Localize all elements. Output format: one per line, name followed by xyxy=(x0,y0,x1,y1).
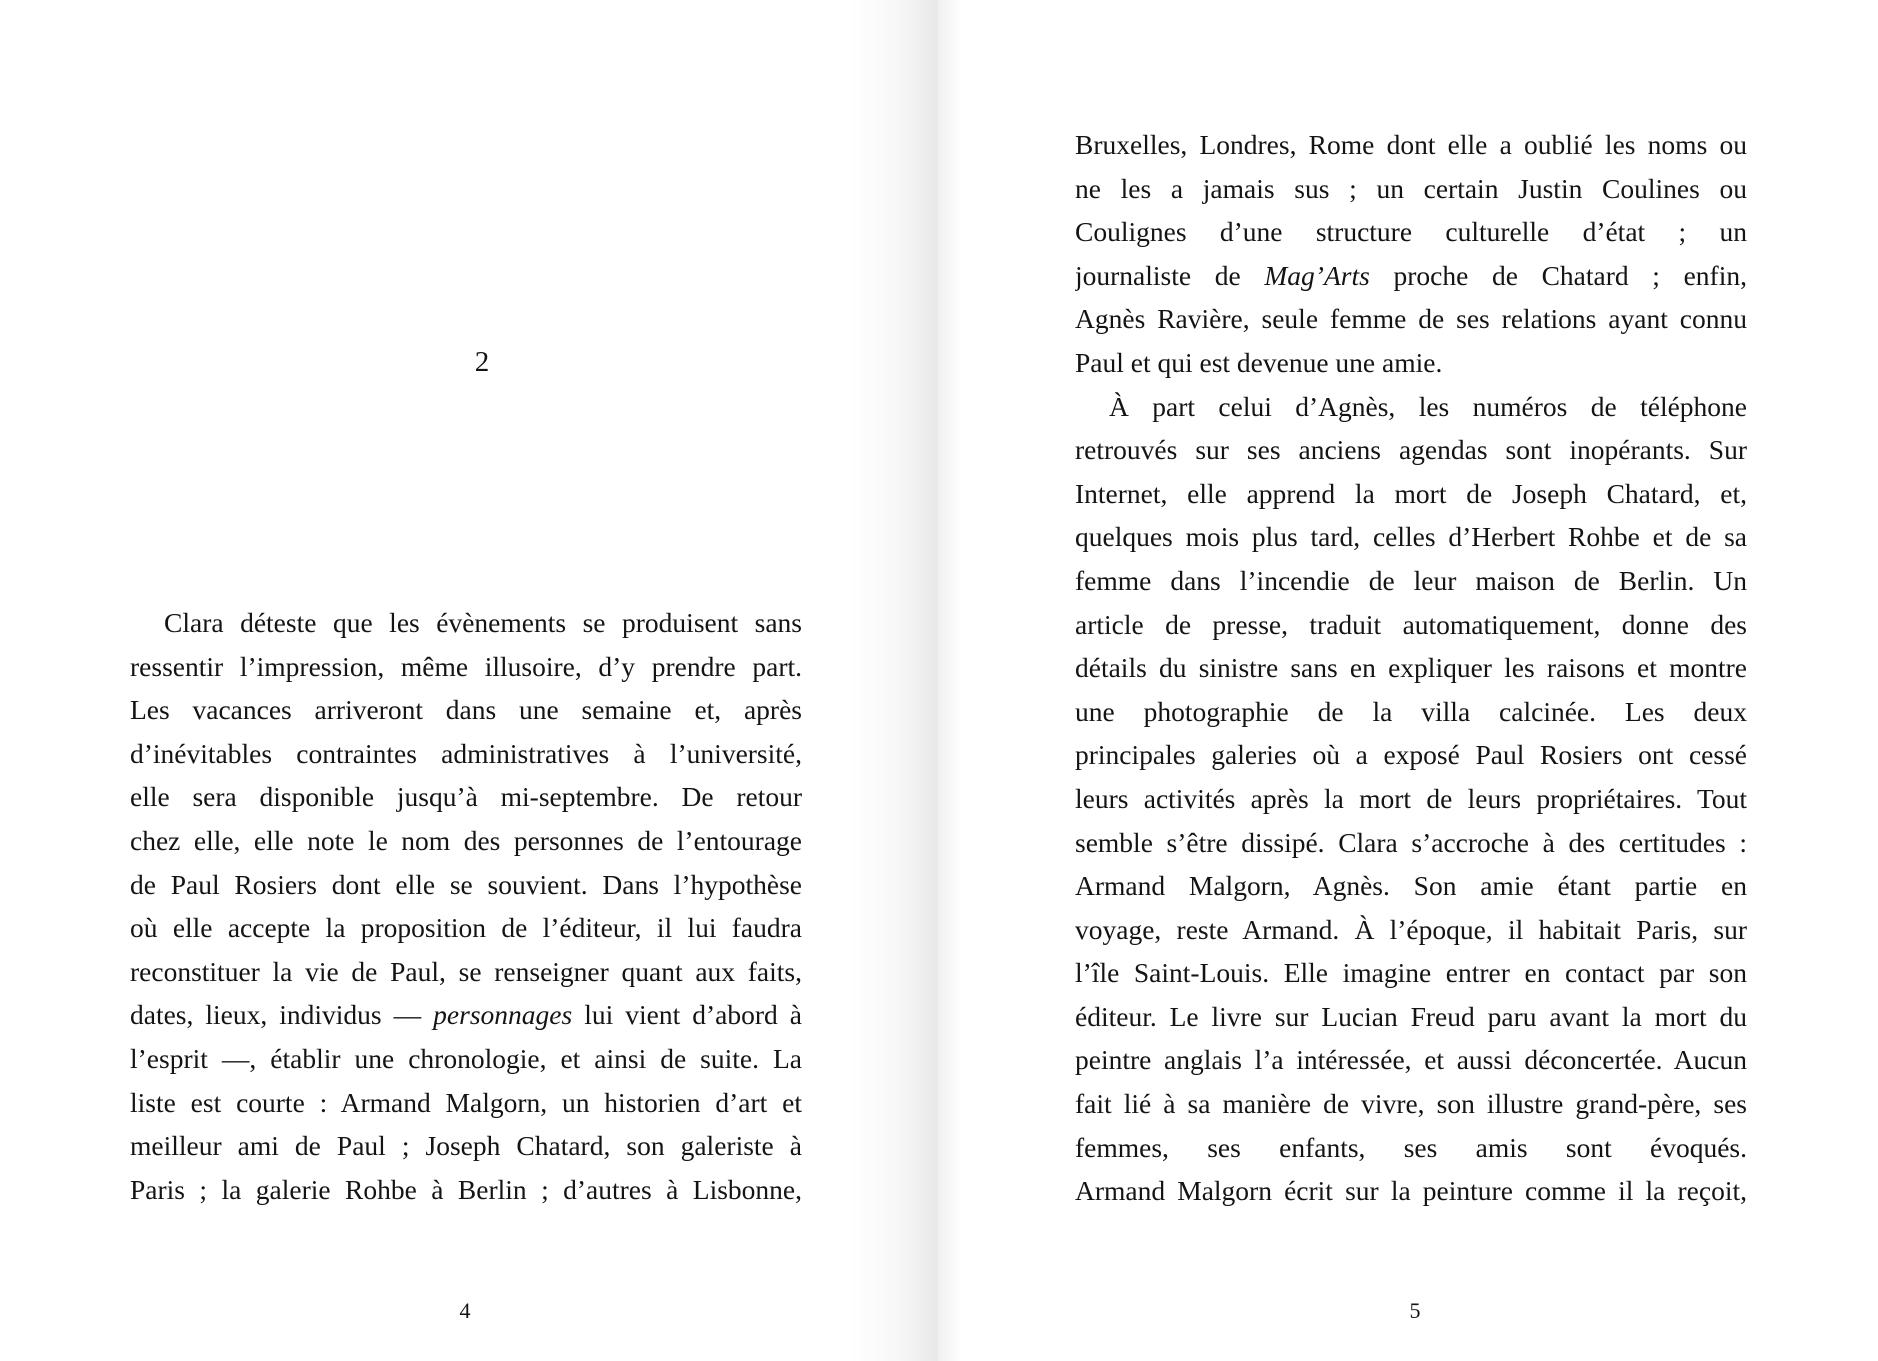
text-line: article de presse, traduit automatiquement, donne des xyxy=(1075,608,1747,640)
text-line-with-italic xyxy=(1075,254,1747,298)
text-line: l’esprit —, établir une chronologie, et ainsi de suite. La xyxy=(130,1042,802,1074)
text-line: principales galeries où a exposé Paul Rosiers ont cessé xyxy=(1075,739,1747,771)
text-line: ne les a jamais sus ; un certain Justin Coulines ou xyxy=(1075,172,1747,204)
text-line: Coulignes d’une structure culturelle d’état ; un xyxy=(1075,216,1747,248)
text-line: voyage, reste Armand. À l’époque, il habitait Paris, sur xyxy=(1075,913,1747,945)
text-line: retrouvés sur ses anciens agendas sont inopérants. Sur xyxy=(1075,434,1747,466)
text-line: Internet, elle apprend la mort de Joseph Chatard, et, xyxy=(1075,477,1747,509)
text-line: Paul et qui est devenue une amie. xyxy=(1075,346,1443,378)
page-number-right: 5 xyxy=(1409,1298,1421,1323)
text-line: une photographie de la villa calcinée. Les deux xyxy=(1075,695,1747,727)
text-line: l’île Saint-Louis. Elle imagine entrer en contact par son xyxy=(1075,957,1747,989)
text-line-with-italic xyxy=(130,993,802,1037)
text-line: où elle accepte la proposition de l’éditeur, il lui faudra xyxy=(130,912,802,944)
text-line: liste est courte : Armand Malgorn, un historien d’art et xyxy=(130,1086,802,1118)
text-line: chez elle, elle note le nom des personnes de l’entourage xyxy=(130,824,802,856)
text-line: Armand Malgorn écrit sur la peinture comme il la reçoit, xyxy=(1075,1175,1747,1207)
text-line: de Paul Rosiers dont elle se souvient. Dans l’hypothèse xyxy=(130,868,802,900)
text-segment: dates, lieux, individus — xyxy=(130,999,434,1031)
left-page-text xyxy=(130,601,802,1211)
text-line: À part celui d’Agnès, les numéros de téléphone xyxy=(1109,390,1747,422)
text-line: Paris ; la galerie Rohbe à Berlin ; d’autres à Lisbonne, xyxy=(130,1173,802,1205)
text-line: reconstituer la vie de Paul, se renseigner quant aux faits, xyxy=(130,955,802,987)
text-line: elle sera disponible jusqu’à mi-septembre. De retour xyxy=(130,781,802,813)
text-line: d’inévitables contraintes administratives à l’université, xyxy=(130,737,802,769)
text-line: Clara déteste que les évènements se produisent sans xyxy=(164,607,802,638)
text-segment: proche de Chatard ; enfin, xyxy=(1369,259,1747,291)
italic-word: Mag’Arts xyxy=(1264,259,1370,291)
text-line: leurs activités après la mort de leurs propriétaires. Tout xyxy=(1075,782,1747,814)
italic-word: personnages xyxy=(433,999,573,1031)
text-line: détails du sinistre sans en expliquer les raisons et montre xyxy=(1075,652,1747,684)
right-page xyxy=(938,0,1878,1361)
text-line: Les vacances arriveront dans une semaine et, après xyxy=(130,694,802,726)
text-line: Armand Malgorn, Agnès. Son amie étant partie en xyxy=(1075,870,1747,902)
right-page-text xyxy=(1075,123,1747,1213)
text-line: éditeur. Le livre sur Lucian Freud paru avant la mort du xyxy=(1075,1000,1747,1032)
text-line: semble s’être dissipé. Clara s’accroche à des certitudes : xyxy=(1075,826,1747,858)
text-line: peintre anglais l’a intéressée, et aussi déconcertée. Aucun xyxy=(1075,1044,1747,1076)
text-line: Bruxelles, Londres, Rome dont elle a oublié les noms ou xyxy=(1075,129,1747,160)
text-line: meilleur ami de Paul ; Joseph Chatard, son galeriste à xyxy=(130,1130,802,1162)
text-line: femme dans l’incendie de leur maison de Berlin. Un xyxy=(1075,564,1747,596)
left-page xyxy=(0,0,938,1361)
text-line: ressentir l’impression, même illusoire, d’y prendre part. xyxy=(130,650,802,682)
text-line: quelques mois plus tard, celles d’Herbert Rohbe et de sa xyxy=(1075,521,1747,553)
text-line: femmes, ses enfants, ses amis sont évoqués. xyxy=(1075,1131,1747,1163)
page-number-left: 4 xyxy=(459,1298,471,1323)
text-line: Agnès Ravière, seule femme de ses relations ayant connu xyxy=(1075,303,1747,335)
text-line: fait lié à sa manière de vivre, son illustre grand-père, ses xyxy=(1075,1088,1747,1120)
text-segment: lui vient d’abord à xyxy=(572,999,802,1031)
chapter-number: 2 xyxy=(474,346,490,378)
text-segment: journaliste de xyxy=(1075,259,1265,291)
